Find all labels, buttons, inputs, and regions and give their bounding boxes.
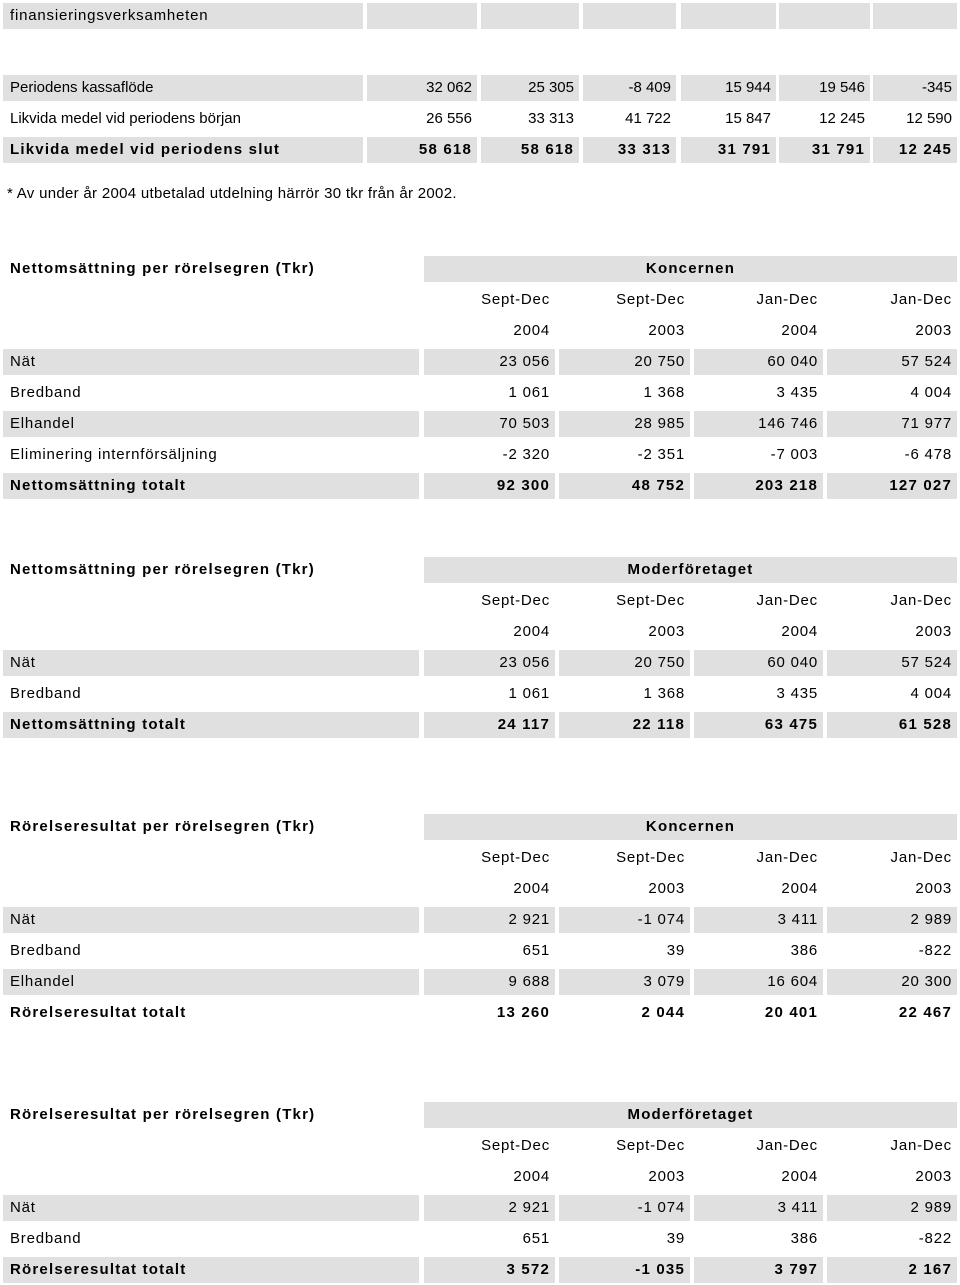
column-year: 2003	[915, 880, 952, 897]
header-empty-cell	[681, 3, 776, 29]
table-value-cell: 20 300	[827, 969, 957, 995]
table-row-label: Bredband	[10, 942, 82, 959]
table-value-cell: 60 040	[694, 650, 823, 676]
cashflow-value-cell: 31 791	[779, 137, 870, 163]
column-year: 2003	[915, 1168, 952, 1185]
column-year: 2004	[781, 322, 818, 339]
table-value-cell: -6 478	[904, 446, 952, 463]
table-value-cell: 651	[522, 942, 550, 959]
cashflow-value-cell: 25 305	[481, 75, 579, 101]
table-group-header: Moderföretaget	[424, 557, 957, 583]
column-period: Jan-Dec	[756, 592, 818, 609]
cashflow-value-cell: -8 409	[583, 75, 676, 101]
table-row-label: Eliminering internförsäljning	[10, 446, 218, 463]
table-value-cell: 9 688	[424, 969, 555, 995]
table-value-cell: 28 985	[559, 411, 690, 437]
table-value-cell: 24 117	[424, 712, 555, 738]
table-value-cell: 1 061	[508, 384, 550, 401]
table-value-cell: 146 746	[694, 411, 823, 437]
table-value-cell: -7 003	[770, 446, 818, 463]
table-row-label: Nettomsättning totalt	[3, 712, 419, 738]
table-group-header: Koncernen	[424, 814, 957, 840]
cashflow-value-cell: 26 556	[426, 110, 472, 127]
table-value-cell: 61 528	[827, 712, 957, 738]
table-value-cell: 60 040	[694, 349, 823, 375]
column-year: 2004	[513, 623, 550, 640]
table-row-label: Nät	[3, 907, 419, 933]
column-period: Sept-Dec	[481, 592, 550, 609]
column-year: 2003	[648, 623, 685, 640]
table-value-cell: 3 435	[776, 384, 818, 401]
table-row-label: Rörelseresultat totalt	[10, 1004, 187, 1021]
column-period: Jan-Dec	[890, 592, 952, 609]
table-title: Nettomsättning per rörelsegren (Tkr)	[10, 260, 315, 277]
cashflow-value-cell: 58 618	[481, 137, 579, 163]
cashflow-row-label: Periodens kassaflöde	[3, 75, 363, 101]
cashflow-value-cell: 41 722	[625, 110, 671, 127]
column-period: Jan-Dec	[756, 849, 818, 866]
table-value-cell: 20 750	[559, 650, 690, 676]
cashflow-value-cell: 58 618	[367, 137, 477, 163]
cashflow-row-label: Likvida medel vid periodens början	[10, 110, 241, 127]
column-year: 2003	[648, 880, 685, 897]
table-value-cell: -822	[918, 942, 952, 959]
column-year: 2003	[648, 1168, 685, 1185]
table-row-label: Elhandel	[3, 969, 419, 995]
table-title: Rörelseresultat per rörelsegren (Tkr)	[10, 818, 316, 835]
header-empty-cell	[481, 3, 579, 29]
table-value-cell: 3 411	[694, 1195, 823, 1221]
table-value-cell: 13 260	[496, 1004, 550, 1021]
column-year: 2004	[781, 880, 818, 897]
table-value-cell: -1 074	[559, 1195, 690, 1221]
cashflow-value-cell: 31 791	[681, 137, 776, 163]
column-year: 2004	[781, 623, 818, 640]
table-value-cell: 2 167	[827, 1257, 957, 1283]
table-value-cell: 1 368	[643, 685, 685, 702]
column-period: Jan-Dec	[756, 1137, 818, 1154]
table-row-label: Nät	[3, 1195, 419, 1221]
column-year: 2004	[513, 322, 550, 339]
column-period: Sept-Dec	[616, 592, 685, 609]
table-value-cell: 16 604	[694, 969, 823, 995]
table-value-cell: 20 750	[559, 349, 690, 375]
table-value-cell: 20 401	[764, 1004, 818, 1021]
column-year: 2004	[513, 1168, 550, 1185]
table-value-cell: 57 524	[827, 349, 957, 375]
table-value-cell: 651	[522, 1230, 550, 1247]
cashflow-row-label: Likvida medel vid periodens slut	[3, 137, 363, 163]
table-value-cell: 2 989	[827, 907, 957, 933]
header-empty-cell	[367, 3, 477, 29]
table-value-cell: 3 079	[559, 969, 690, 995]
table-row-label: Bredband	[10, 1230, 82, 1247]
column-period: Jan-Dec	[890, 849, 952, 866]
column-year: 2003	[915, 322, 952, 339]
table-value-cell: 3 411	[694, 907, 823, 933]
table-value-cell: 71 977	[827, 411, 957, 437]
table-row-label: Nät	[3, 349, 419, 375]
table-value-cell: 23 056	[424, 349, 555, 375]
cashflow-value-cell: 12 245	[819, 110, 865, 127]
table-row-label: Bredband	[10, 685, 82, 702]
table-value-cell: 203 218	[694, 473, 823, 499]
table-value-cell: 57 524	[827, 650, 957, 676]
cashflow-value-cell: 15 944	[681, 75, 776, 101]
table-value-cell: -822	[918, 1230, 952, 1247]
table-value-cell: 23 056	[424, 650, 555, 676]
table-title: Rörelseresultat per rörelsegren (Tkr)	[10, 1106, 316, 1123]
cashflow-value-cell: -345	[873, 75, 957, 101]
column-period: Jan-Dec	[756, 291, 818, 308]
column-year: 2003	[648, 322, 685, 339]
header-empty-cell	[873, 3, 957, 29]
table-value-cell: 1 061	[508, 685, 550, 702]
cashflow-value-cell: 12 245	[873, 137, 957, 163]
table-value-cell: 3 572	[424, 1257, 555, 1283]
table-value-cell: 63 475	[694, 712, 823, 738]
table-value-cell: 22 118	[559, 712, 690, 738]
cashflow-value-cell: 19 546	[779, 75, 870, 101]
table-group-header: Koncernen	[424, 256, 957, 282]
table-value-cell: 22 467	[898, 1004, 952, 1021]
column-period: Sept-Dec	[616, 849, 685, 866]
table-value-cell: 2 044	[641, 1004, 685, 1021]
footnote: * Av under år 2004 utbetalad utdelning härrör 30 tkr från år 2002.	[7, 185, 457, 202]
column-year: 2003	[915, 623, 952, 640]
table-group-header: Moderföretaget	[424, 1102, 957, 1128]
table-value-cell: -1 035	[559, 1257, 690, 1283]
column-period: Sept-Dec	[481, 1137, 550, 1154]
table-row-label: Rörelseresultat totalt	[3, 1257, 419, 1283]
column-period: Sept-Dec	[481, 849, 550, 866]
section-title: finansieringsverksamheten	[3, 3, 363, 29]
table-value-cell: 3 797	[694, 1257, 823, 1283]
table-row-label: Nettomsättning totalt	[3, 473, 419, 499]
table-value-cell: 127 027	[827, 473, 957, 499]
column-period: Jan-Dec	[890, 291, 952, 308]
table-value-cell: 92 300	[424, 473, 555, 499]
table-value-cell: 39	[666, 942, 685, 959]
table-value-cell: 4 004	[910, 384, 952, 401]
table-title: Nettomsättning per rörelsegren (Tkr)	[10, 561, 315, 578]
table-row-label: Bredband	[10, 384, 82, 401]
column-period: Sept-Dec	[616, 291, 685, 308]
table-value-cell: 70 503	[424, 411, 555, 437]
column-period: Sept-Dec	[616, 1137, 685, 1154]
table-value-cell: 2 989	[827, 1195, 957, 1221]
cashflow-value-cell: 33 313	[583, 137, 676, 163]
cashflow-value-cell: 12 590	[906, 110, 952, 127]
table-value-cell: 2 921	[424, 1195, 555, 1221]
table-row-label: Elhandel	[3, 411, 419, 437]
cashflow-value-cell: 15 847	[725, 110, 771, 127]
table-value-cell: 386	[790, 1230, 818, 1247]
table-value-cell: 48 752	[559, 473, 690, 499]
header-empty-cell	[779, 3, 870, 29]
table-value-cell: 4 004	[910, 685, 952, 702]
column-year: 2004	[781, 1168, 818, 1185]
header-empty-cell	[583, 3, 676, 29]
table-value-cell: -1 074	[559, 907, 690, 933]
table-value-cell: 39	[666, 1230, 685, 1247]
cashflow-value-cell: 32 062	[367, 75, 477, 101]
column-period: Sept-Dec	[481, 291, 550, 308]
table-value-cell: -2 320	[502, 446, 550, 463]
column-period: Jan-Dec	[890, 1137, 952, 1154]
table-value-cell: 1 368	[643, 384, 685, 401]
cashflow-value-cell: 33 313	[528, 110, 574, 127]
table-row-label: Nät	[3, 650, 419, 676]
table-value-cell: 386	[790, 942, 818, 959]
table-value-cell: 3 435	[776, 685, 818, 702]
column-year: 2004	[513, 880, 550, 897]
table-value-cell: -2 351	[637, 446, 685, 463]
table-value-cell: 2 921	[424, 907, 555, 933]
